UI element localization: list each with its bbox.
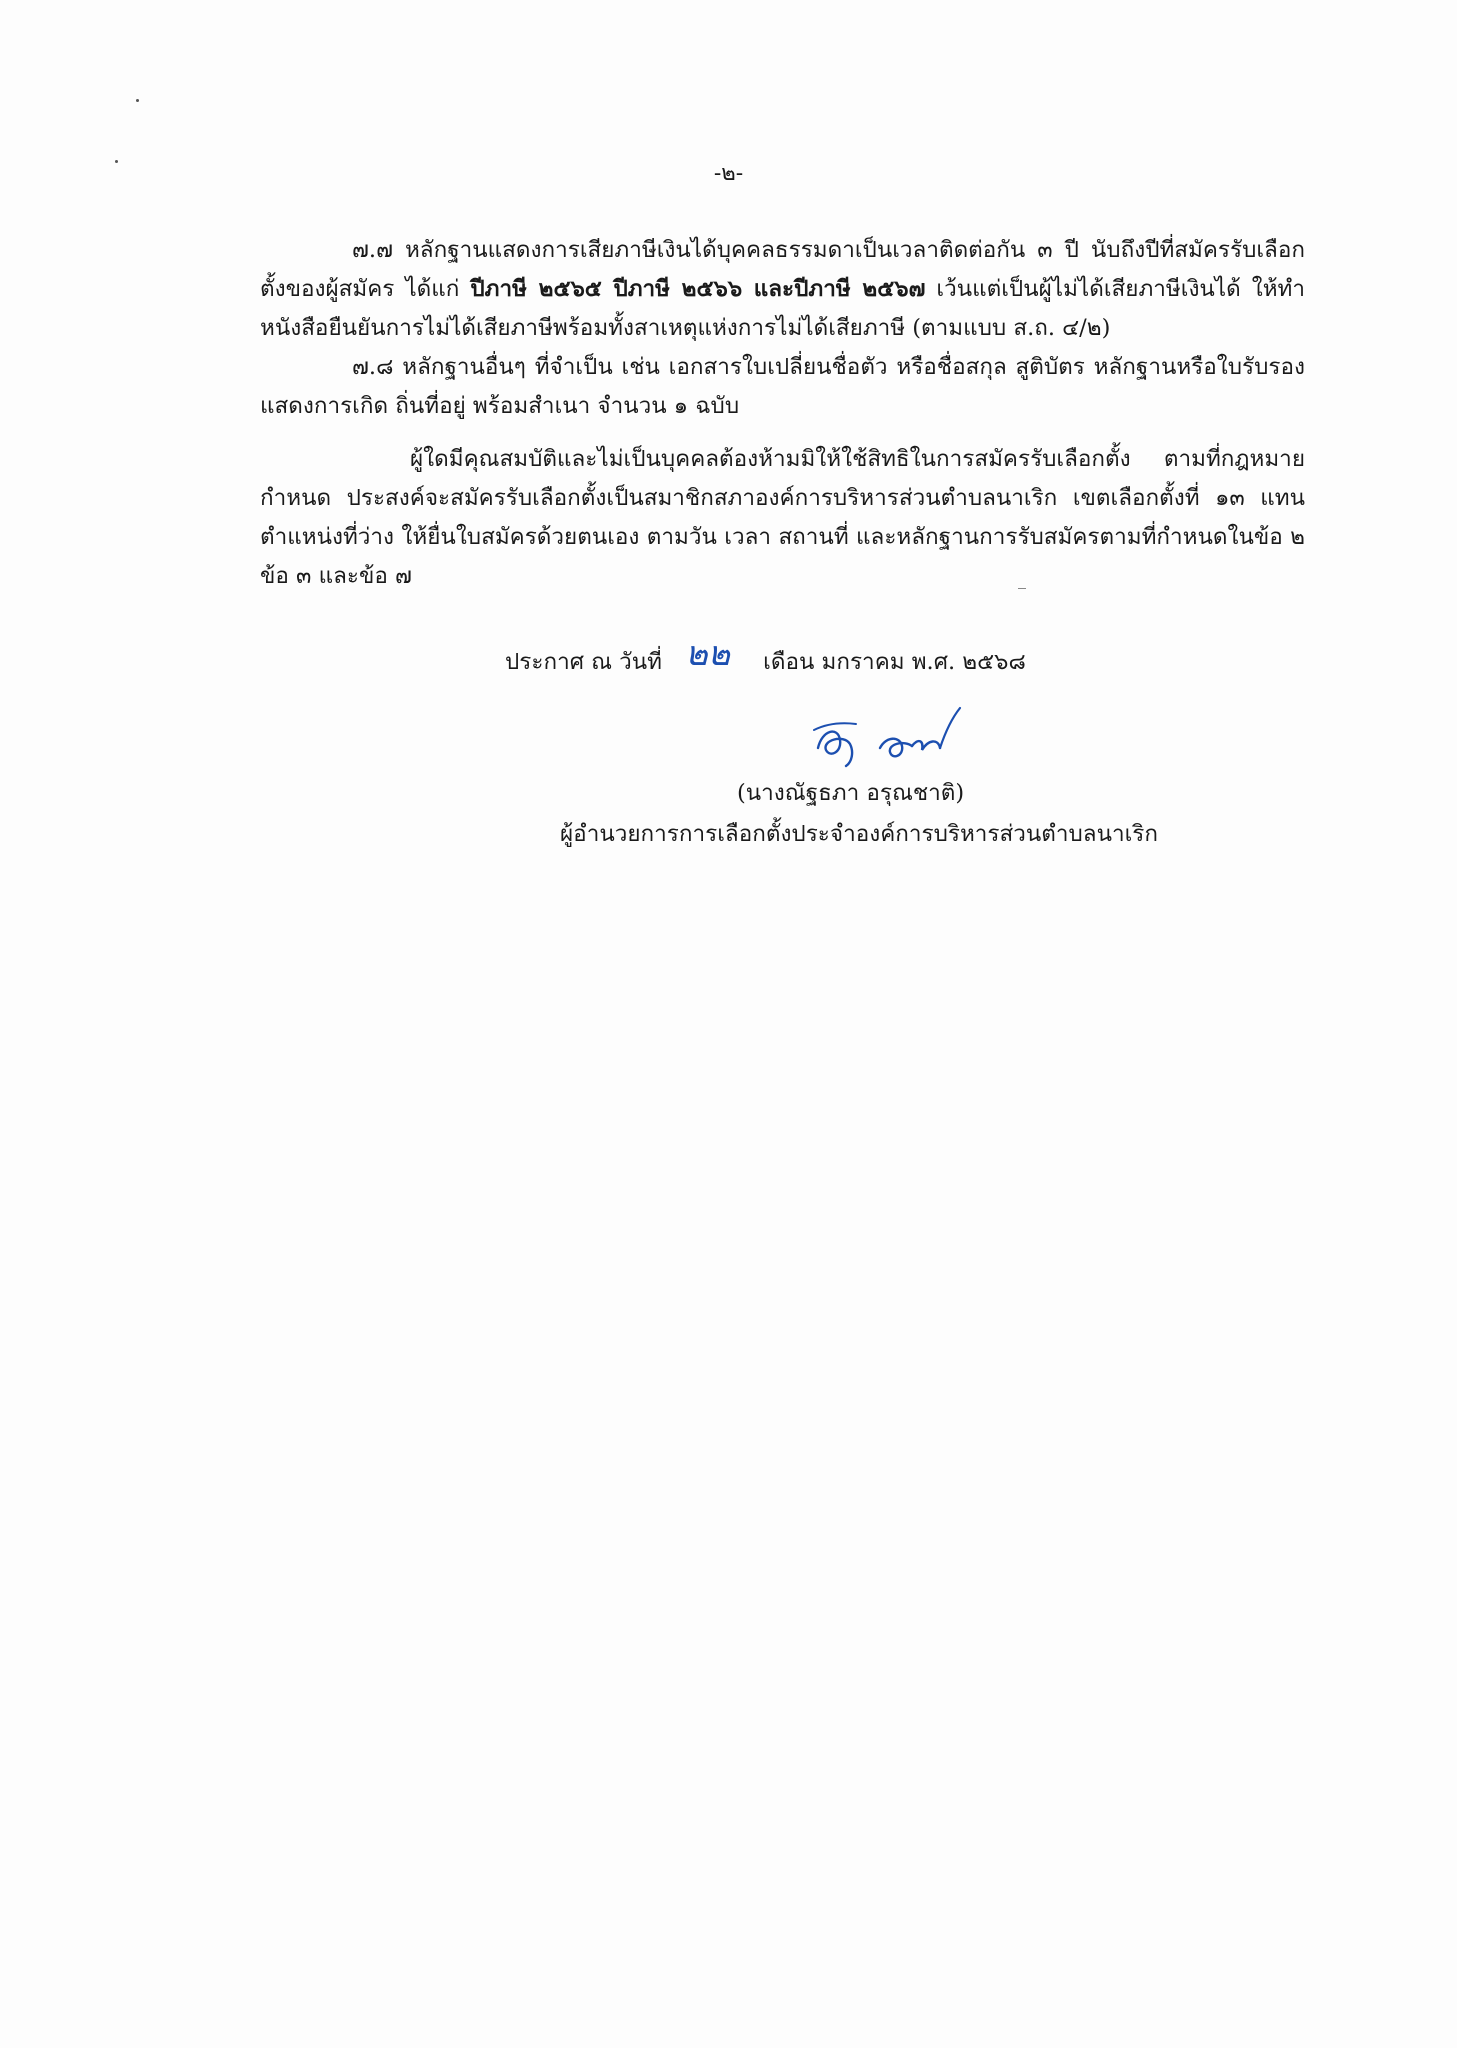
announcement-suffix: เดือน มกราคม พ.ศ. ๒๕๖๘ [763, 649, 1026, 675]
page-number: -๒- [713, 161, 744, 186]
clause-7-7-text: ๗.๗ หลักฐานแสดงการเสียภาษีเงินได้บุคคลธรรมดาเป็นเวลาติดต่อกัน ๓ ปี นับถึงปีที่สมัครรับเลือกตั้งของผู้สมัคร ได้แก่ [260, 237, 1305, 302]
signer-name: (นางณัฐธภา อรุณชาติ) [737, 780, 965, 806]
closing-paragraph: ผู้ใดมีคุณสมบัติและไม่เป็นบุคคลต้องห้ามมิให้ใช้สิทธิในการสมัครรับเลือกตั้ง ตามที่กฎหมายกำหนด ประสงค์จะสมัครรับเลือกตั้งเป็นสมาชิกสภาองค์การบริหารส่วนตำบลนาเริก เขตเลือกตั้งที่ ๑๓ แทนตำแหน่งที่ว่าง ให้ยื่นใบสมัครด้วยตนเอง ตามวัน เวลา สถานที่ และหลักฐานการรับสมัครตามที่กำหนดในข้อ ๒ ข้อ ๓ และข้อ ๗ [260, 446, 1305, 589]
scan-speck [136, 99, 139, 102]
signer-position: ผู้อำนวยการการเลือกตั้งประจำองค์การบริหารส่วนตำบลนาเริก [560, 821, 1158, 847]
clause-7-8: ๗.๘ หลักฐานอื่นๆ ที่จำเป็น เช่น เอกสารใบเปลี่ยนชื่อตัว หรือชื่อสกุล สูติบัตร หลักฐานหรือใบรับรองแสดงการเกิด ถิ่นที่อยู่ พร้อมสำเนา จำนวน ๑ ฉบับ [260, 354, 1305, 419]
scan-mark [1018, 588, 1026, 589]
announcement-date-line [505, 630, 1026, 684]
clause-7-7 [260, 231, 1305, 348]
handwritten-day: ๒๒ [685, 634, 731, 674]
signature-image [800, 700, 1000, 780]
tax-years: ปีภาษี ๒๕๖๕ ปีภาษี ๒๕๖๖ และปีภาษี ๒๕๖๗ [470, 276, 926, 302]
announcement-prefix: ประกาศ ณ วันที่ [505, 649, 663, 675]
clause-7-7-text-cont: เว้นแต่เป็นผู้ไม่ได้เสียภาษีเงินได้ ให้ทำหนังสือยืนยันการไม่ได้เสียภาษีพร้อมทั้งสาเหตุแห่งการไม่ได้เสียภาษี (ตามแบบ ส.ถ. ๔/๒) [260, 276, 1305, 341]
document-body [260, 231, 1305, 596]
